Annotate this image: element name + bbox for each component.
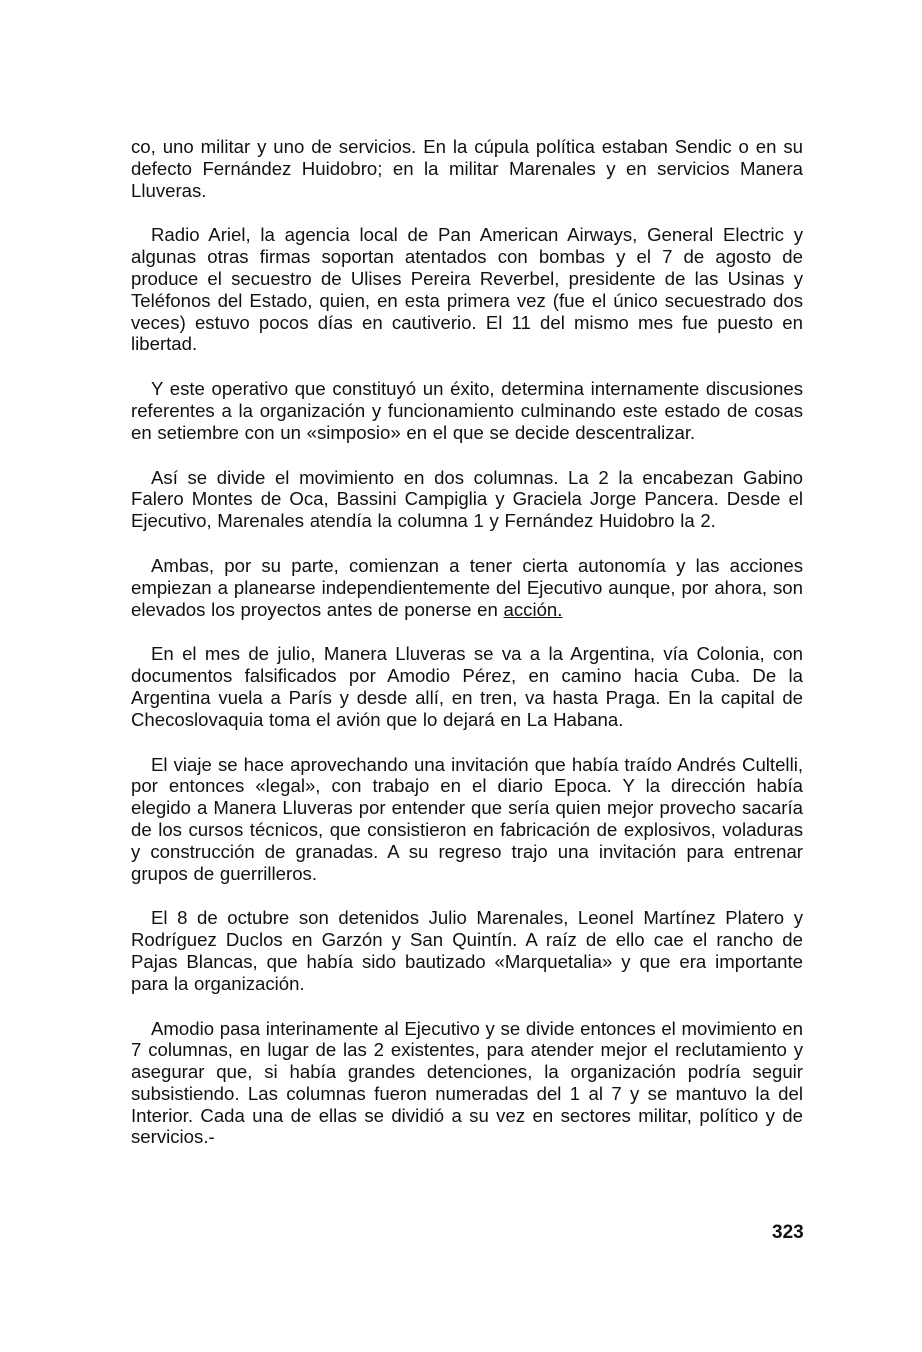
paragraph-9: Amodio pasa interinamente al Ejecutivo y se divide entonces el movimiento en 7 columnas, en lugar de las 2 existentes, para atender mejor el reclutamiento y asegurar que, si había grandes detenciones, la organización podría seguir subsistiendo. Las columnas fueron numeradas del 1 al 7 y se mantuvo la del Interior. Cada una de ellas se dividió a su vez en sectores militar, político y de servicios.- [131,1017,803,1148]
paragraph-6: En el mes de julio, Manera Lluveras se va a la Argentina, vía Colonia, con documentos falsificados por Amodio Pérez, en camino hacia Cuba. De la Argentina vuela a París y desde allí, en tren, va hasta Praga. En la capital de Checoslovaquia toma el avión que lo dejará en La Habana. [131,643,803,730]
page-body [131,136,803,1171]
paragraph-3: Y este operativo que constituyó un éxito, determina internamente discusiones referentes a la organización y funcionamiento culminando este estado de cosas en setiembre con un «simposio» en el que se decide descentralizar. [131,378,803,443]
paragraph-5-text: Ambas, por su parte, comienzan a tener cierta autonomía y las acciones empiezan a planearse independientemente del Ejecutivo aunque, por ahora, son elevados los proyectos antes de ponerse en [131,554,803,620]
paragraph-5 [131,555,803,620]
paragraph-2: Radio Ariel, la agencia local de Pan American Airways, General Electric y algunas otras firmas soportan atentados con bombas y el 7 de agosto de produce el secuestro de Ulises Pereira Reverbel, presidente de las Usinas y Teléfonos del Estado, quien, en esta primera vez (fue el único secuestrado dos veces) estuvo pocos días en cautiverio. El 11 del mismo mes fue puesto en libertad. [131,224,803,355]
paragraph-8: El 8 de octubre son detenidos Julio Marenales, Leonel Martínez Platero y Rodríguez Duclos en Garzón y San Quintín. A raíz de ello cae el rancho de Pajas Blancas, que había sido bautizado «Marquetalia» y que era importante para la organización. [131,907,803,994]
paragraph-1: co, uno militar y uno de servicios. En la cúpula política estaban Sendic o en su defecto Fernández Huidobro; en la militar Marenales y en servicios Manera Lluveras. [131,136,803,201]
page-number: 323 [772,1222,804,1243]
paragraph-5-underlined-word: acción. [503,598,563,620]
paragraph-7: El viaje se hace aprovechando una invitación que había traído Andrés Cultelli, por entonces «legal», con trabajo en el diario Epoca. Y la dirección había elegido a Manera Lluveras por entender que sería quien mejor provecho sacaría de los cursos técnicos, que consistieron en fabricación de explosivos, voladuras y construcción de granadas. A su regreso trajo una invitación para entrenar grupos de guerrilleros. [131,753,803,884]
paragraph-4: Así se divide el movimiento en dos columnas. La 2 la encabezan Gabino Falero Montes de Oca, Bassini Campiglia y Graciela Jorge Pancera. Desde el Ejecutivo, Marenales atendía la columna 1 y Fernández Huidobro la 2. [131,466,803,532]
